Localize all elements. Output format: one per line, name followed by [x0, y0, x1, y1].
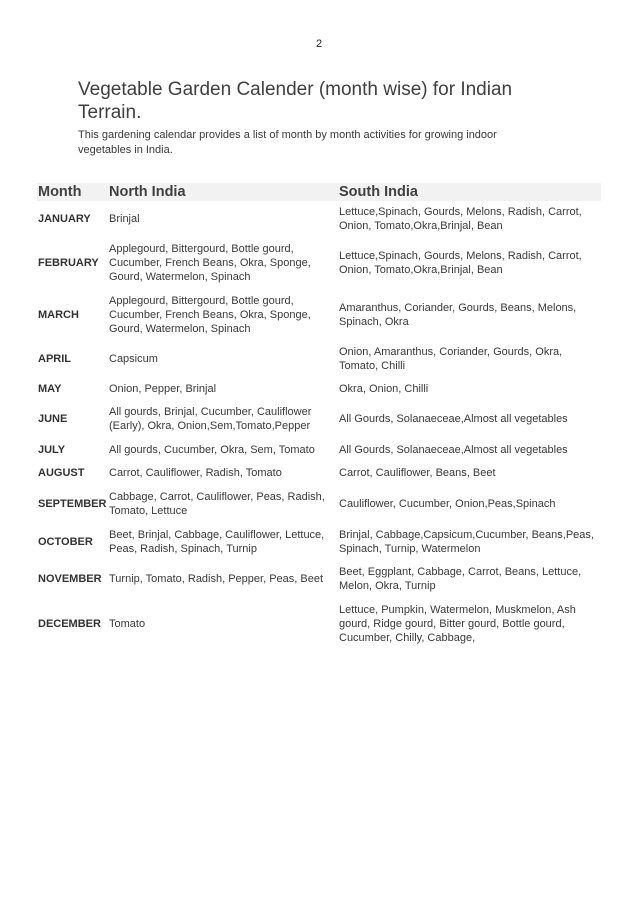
table-header-row	[37, 183, 601, 201]
north-india-cell: Brinjal	[109, 213, 140, 225]
south-india-cell: Lettuce,Spinach, Gourds, Melons, Radish, Carrot, Onion, Tomato,Okra,Brinjal, Bean	[339, 206, 582, 232]
month-cell: NOVEMBER	[38, 572, 102, 585]
month-cell: MAY	[38, 382, 62, 395]
month-cell: MARCH	[38, 309, 79, 321]
table-row	[37, 438, 601, 461]
table-row	[37, 461, 601, 485]
south-india-cell: Onion, Amaranthus, Coriander, Gourds, Okra, Tomato, Chilli	[339, 346, 563, 372]
table-row	[37, 201, 601, 237]
header-north-india: North India	[109, 183, 339, 201]
month-cell: DECEMBER	[38, 618, 101, 630]
south-india-cell: Cauliflower, Cucumber, Onion,Peas,Spinach	[339, 498, 556, 510]
month-cell: JANUARY	[38, 213, 91, 225]
table-row	[37, 400, 601, 438]
south-india-cell: Carrot, Cauliflower, Beans, Beet	[339, 467, 496, 479]
north-india-cell: Turnip, Tomato, Radish, Pepper, Peas, Beet	[109, 572, 324, 585]
table-row	[37, 377, 601, 400]
table-row	[37, 289, 601, 341]
south-india-cell: Lettuce, Pumpkin, Watermelon, Muskmelon, Ash gourd, Ridge gourd, Bitter gourd, Bottle gourd, Cucumber, Chilly, Cabbage,	[339, 604, 576, 644]
table-row	[37, 485, 601, 523]
page-number: 2	[315, 38, 323, 50]
header-month: Month	[37, 183, 109, 201]
north-india-cell: Applegourd, Bittergourd, Bottle gourd, Cucumber, French Beans, Okra, Sponge, Gourd, Watermelon, Spinach	[109, 295, 311, 335]
header-south-india: South India	[339, 183, 601, 201]
south-india-cell: Amaranthus, Coriander, Gourds, Beans, Melons, Spinach, Okra	[339, 302, 577, 328]
north-india-cell: Carrot, Cauliflower, Radish, Tomato	[109, 467, 282, 479]
south-india-cell: Okra, Onion, Chilli	[339, 382, 429, 395]
month-cell: JUNE	[38, 413, 68, 425]
table-row	[37, 560, 601, 597]
table-row	[37, 341, 601, 377]
north-india-cell: All gourds, Brinjal, Cucumber, Cauliflower (Early), Okra, Onion,Sem,Tomato,Pepper	[109, 406, 312, 432]
month-cell: SEPTEMBER	[38, 498, 107, 510]
south-india-cell: All Gourds, Solanaeceae,Almost all vegetables	[339, 443, 568, 456]
north-india-cell: Beet, Brinjal, Cabbage, Cauliflower, Lettuce, Peas, Radish, Spinach, Turnip	[109, 528, 325, 555]
document-title: Vegetable Garden Calender (month wise) for Indian Terrain.	[78, 79, 513, 123]
intro-paragraph: This gardening calendar provides a list of month by month activities for growing indoor vegetables in India.	[78, 129, 497, 156]
north-india-cell: Tomato	[109, 618, 146, 630]
north-india-cell: Applegourd, Bittergourd, Bottle gourd, Cucumber, French Beans, Okra, Sponge, Gourd, Watermelon, Spinach	[109, 243, 311, 283]
garden-calendar-table	[37, 183, 601, 651]
north-india-cell: Capsicum	[109, 353, 158, 365]
south-india-cell: Brinjal, Cabbage,Capsicum,Cucumber, Beans,Peas, Spinach, Turnip, Watermelon	[339, 528, 594, 555]
month-cell: APRIL	[38, 353, 71, 365]
south-india-cell: Lettuce,Spinach, Gourds, Melons, Radish, Carrot, Onion, Tomato,Okra,Brinjal, Bean	[339, 250, 582, 276]
month-cell: OCTOBER	[38, 535, 93, 548]
south-india-cell: All Gourds, Solanaeceae,Almost all vegetables	[339, 413, 568, 425]
north-india-cell: All gourds, Cucumber, Okra, Sem, Tomato	[109, 443, 315, 456]
month-cell: JULY	[38, 443, 66, 456]
table-row	[37, 597, 601, 651]
north-india-cell: Onion, Pepper, Brinjal	[109, 382, 217, 395]
month-cell: AUGUST	[38, 467, 85, 479]
month-cell: FEBRUARY	[38, 257, 99, 269]
table-row	[37, 523, 601, 560]
table-row	[37, 237, 601, 289]
north-india-cell: Cabbage, Carrot, Cauliflower, Peas, Radish, Tomato, Lettuce	[109, 491, 325, 517]
south-india-cell: Beet, Eggplant, Cabbage, Carrot, Beans, Lettuce, Melon, Okra, Turnip	[339, 565, 582, 592]
